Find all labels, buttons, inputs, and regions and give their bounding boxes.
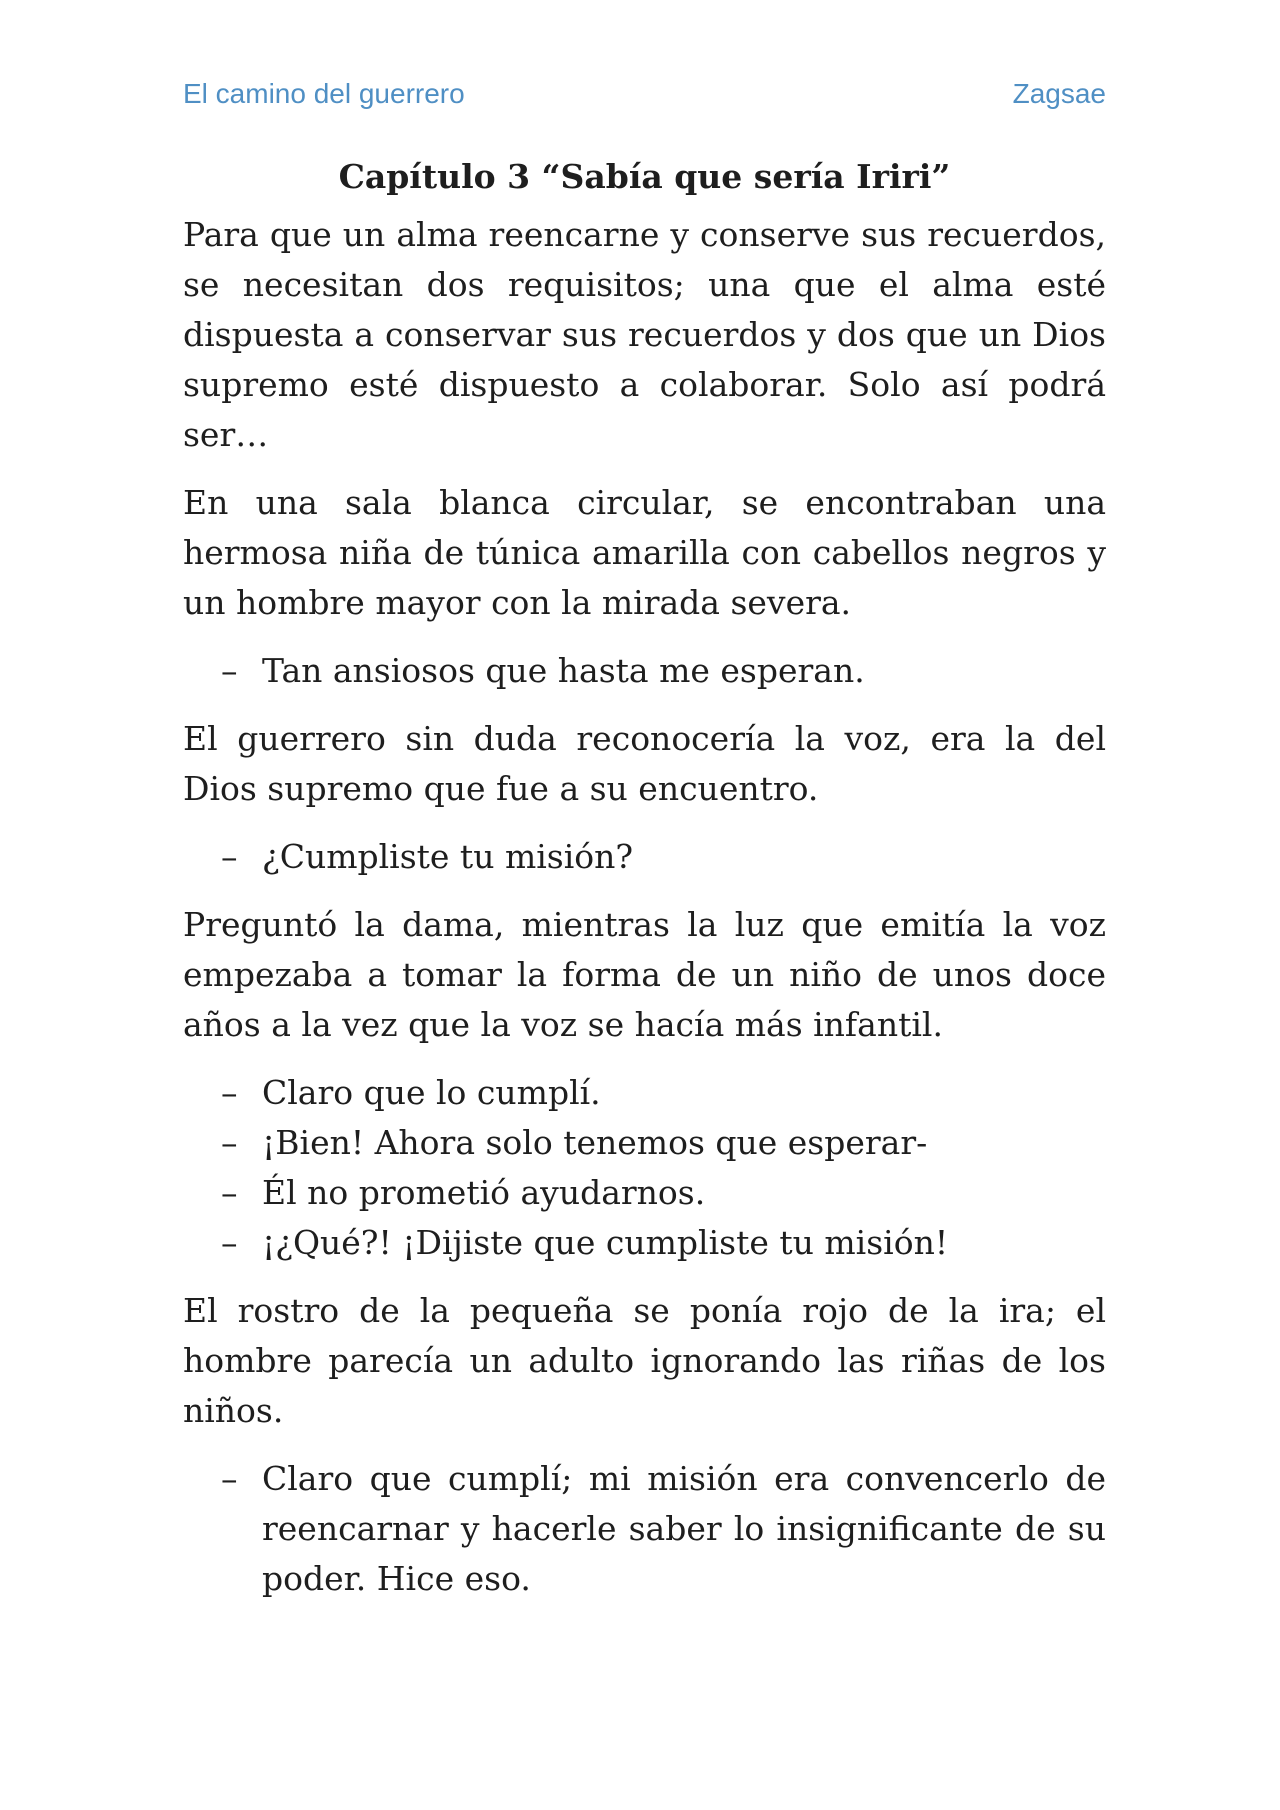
dialogue-text: Claro que lo cumplí.	[262, 1073, 601, 1112]
dialogue-text: ¡Bien! Ahora solo tenemos que esperar-	[262, 1123, 928, 1162]
dialogue-line	[183, 1218, 1106, 1268]
running-header	[183, 78, 1106, 118]
dialogue-dash: –	[221, 1123, 238, 1162]
dialogue-group	[183, 1068, 1106, 1268]
dialogue-line	[183, 832, 1106, 882]
dialogue-group	[183, 832, 1106, 882]
dialogue-dash: –	[221, 1173, 238, 1212]
chapter-title: Capítulo 3 “Sabía que sería Iriri”	[338, 157, 951, 196]
dialogue-dash: –	[221, 1073, 238, 1112]
dialogue-line	[183, 1168, 1106, 1218]
dialogue-dash: –	[221, 1459, 238, 1498]
paragraph: Para que un alma reencarne y conserve sus recuerdos, se necesitan dos requisitos; una que el alma esté dispuesta a conservar sus recuerdos y dos que un Dios supremo esté dispuesto a colaborar. Solo así podrá ser…	[183, 215, 1106, 454]
author-name: Zagsae	[1012, 78, 1106, 109]
dialogue-text: Él no prometió ayudarnos.	[262, 1173, 706, 1212]
dialogue-text: ¿Cumpliste tu misión?	[262, 837, 634, 876]
dialogue-line	[183, 1118, 1106, 1168]
dialogue-line	[183, 1454, 1106, 1604]
paragraph: El rostro de la pequeña se ponía rojo de la ira; el hombre parecía un adulto ignorando las riñas de los niños.	[183, 1291, 1106, 1430]
paragraph: Preguntó la dama, mientras la luz que emitía la voz empezaba a tomar la forma de un niño de unos doce años a la vez que la voz se hacía más infantil.	[183, 905, 1106, 1044]
dialogue-dash: –	[221, 837, 238, 876]
dialogue-text: Claro que cumplí; mi misión era convencerlo de reencarnar y hacerle saber lo insignificante de su poder. Hice eso.	[262, 1459, 1106, 1598]
dialogue-line	[183, 646, 1106, 696]
paragraph: El guerrero sin duda reconocería la voz, era la del Dios supremo que fue a su encuentro.	[183, 719, 1106, 808]
dialogue-dash: –	[221, 1223, 238, 1262]
page-content	[183, 152, 1106, 1622]
paragraph: En una sala blanca circular, se encontraban una hermosa niña de túnica amarilla con cabellos negros y un hombre mayor con la mirada severa.	[183, 483, 1106, 622]
dialogue-line	[183, 1068, 1106, 1118]
dialogue-group	[183, 646, 1106, 696]
book-title: El camino del guerrero	[183, 78, 465, 109]
dialogue-dash: –	[221, 651, 238, 690]
dialogue-group	[183, 1454, 1106, 1604]
dialogue-text: ¡¿Qué?! ¡Dijiste que cumpliste tu misión!	[262, 1223, 949, 1262]
dialogue-text: Tan ansiosos que hasta me esperan.	[262, 651, 865, 690]
